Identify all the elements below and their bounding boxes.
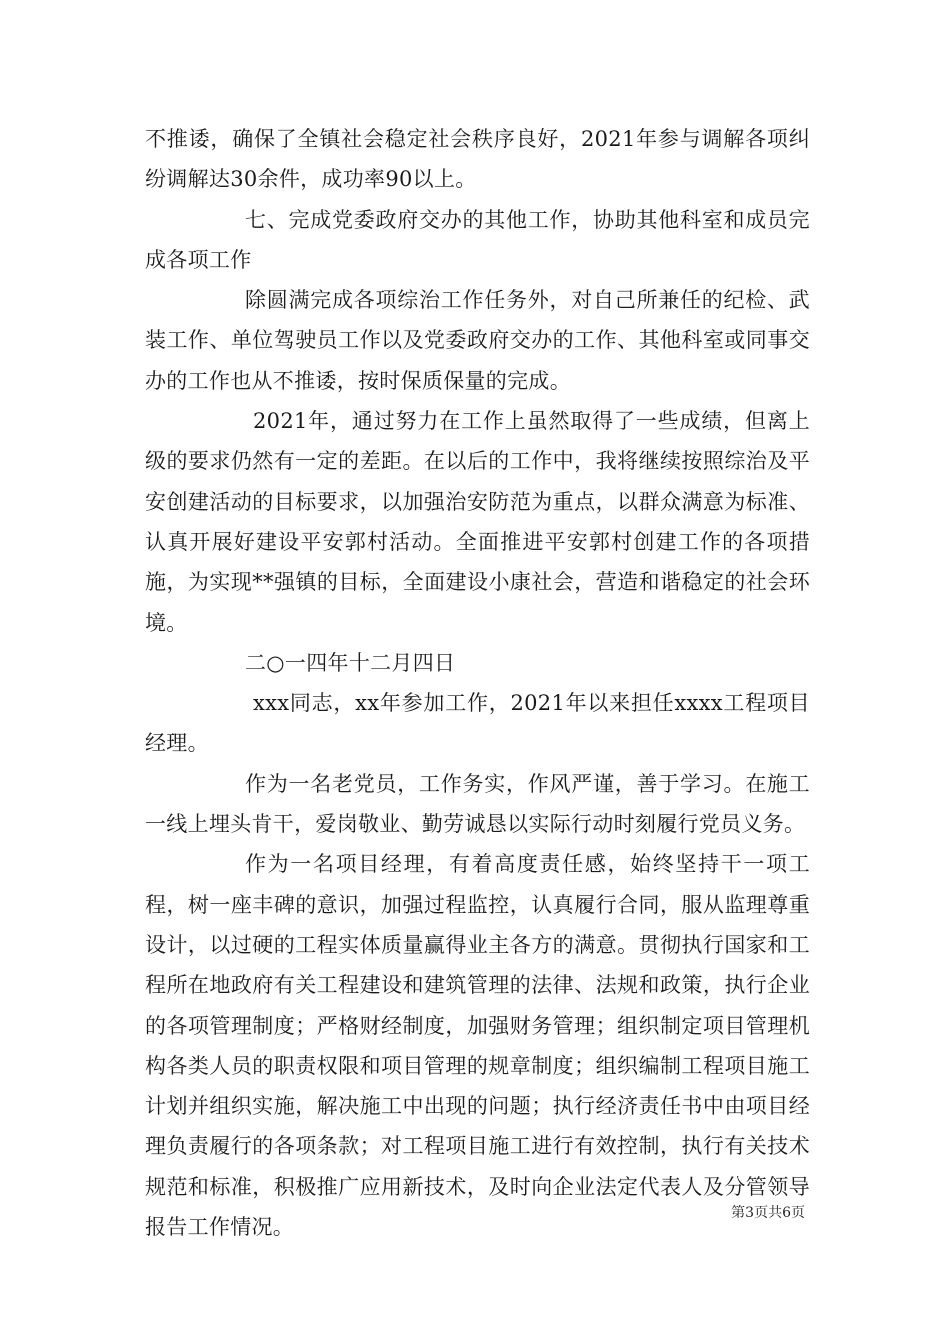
page-number: 第3页共6页 xyxy=(731,1205,805,1221)
section-heading: 七、完成党委政府交办的其他工作，协助其他科室和成员完成各项工作 xyxy=(145,207,810,272)
paragraph-continuation: 不推诿，确保了全镇社会稳定社会秩序良好，2021年参与调解各项纠纷调解达30余件，成功率90以上。 xyxy=(145,127,810,192)
document-body xyxy=(145,119,810,1247)
paragraph: 2021年，通过努力在工作上虽然取得了一些成绩，但离上级的要求仍然有一定的差距。在以后的工作中，我将继续按照综治及平安创建活动的目标要求，以加强治安防范为重点，以群众满意为标准、认真开展好建设平安郭村活动。全面推进平安郭村创建工作的各项措施，为实现**强镇的目标，全面建设小康社会，营造和谐稳定的社会环境。 xyxy=(145,409,810,635)
paragraph: 作为一名老党员，工作务实，作风严谨，善于学习。在施工一线上埋头肯干，爱岗敬业、勤劳诚恳以实际行动时刻履行党员义务。 xyxy=(145,771,810,837)
date-line: 二○一四年十二月四日 xyxy=(245,650,456,675)
paragraph: 除圆满完成各项综治工作任务外，对自己所兼任的纪检、武装工作、单位驾驶员工作以及党委政府交办的工作、其他科室或同事交办的工作也从不推诿，按时保质保量的完成。 xyxy=(145,288,810,393)
paragraph: xxx同志，xx年参加工作，2021年以来担任xxxx工程项目经理。 xyxy=(145,691,810,756)
paragraph: 作为一名项目经理，有着高度责任感，始终坚持干一项工程，树一座丰碑的意识，加强过程监控，认真履行合同，服从监理尊重设计，以过硬的工程实体质量赢得业主各方的满意。贯彻执行国家和工程所在地政府有关工程建设和建筑管理的法律、法规和政策，执行企业的各项管理制度；严格财经制度，加强财务管理；组织制定项目管理机构各类人员的职责权限和项目管理的规章制度；组织编制工程项目施工计划并组织实施，解决施工中出现的问题；执行经济责任书中由项目经理负责履行的各项条款；对工程项目施工进行有效控制，执行有关技术规范和标准，积极推广应用新技术，及时向企业法定代表人及分管领导报告工作情况。 xyxy=(145,852,810,1240)
